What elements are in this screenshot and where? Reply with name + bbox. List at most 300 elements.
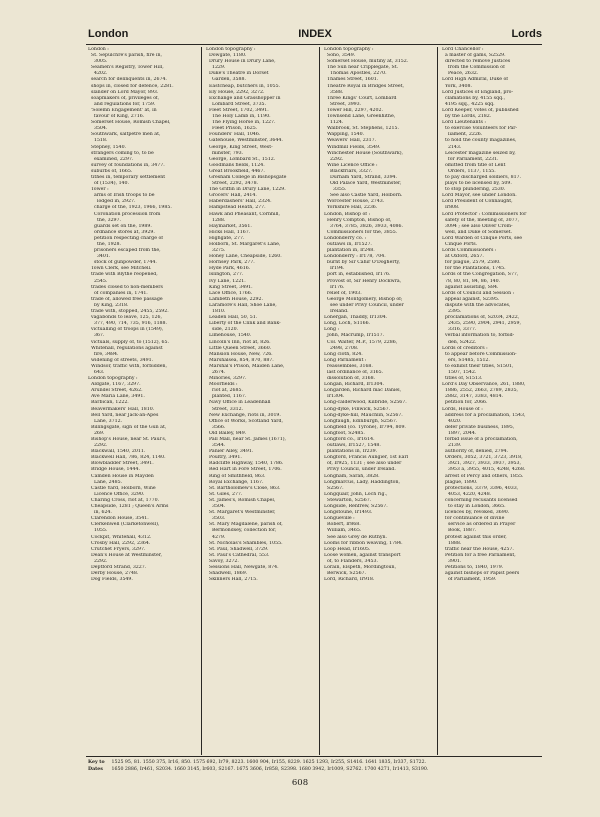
index-entry-line: vagabonds to leave, 125, 126, bbox=[88, 315, 162, 321]
index-entry-line: 3953 a, 3955, 4015, 4248, 4268. bbox=[442, 467, 526, 473]
index-entry-line: Shadwell, 1869. bbox=[206, 571, 248, 577]
index-entry-line: 2545. bbox=[88, 278, 108, 284]
index-entry-line: of (1534), 140. bbox=[88, 181, 130, 187]
index-entry-line: 2674. bbox=[206, 369, 226, 375]
index-entry-line: arms of Irish troops to be bbox=[88, 193, 155, 199]
index-entry-line: Longan, Richard, Ir1304. bbox=[324, 382, 384, 388]
index-entry-line: Bishop's House, near St. Paul's, bbox=[88, 437, 167, 442]
index-entry-line: address for a proclamation, 1543, bbox=[442, 412, 526, 418]
index-entry-line: 2143. bbox=[442, 144, 462, 150]
index-entry-line: Windmill Fields, 3549. bbox=[324, 144, 381, 150]
index-entry-line: 2882, 3147, 3383, 4814. bbox=[442, 394, 504, 400]
index-entry-line: Hyde Park, 4616. bbox=[206, 266, 251, 272]
index-entry-line: Stewarton, S2567. bbox=[324, 497, 372, 503]
index-entry-line: of Parliament, 1959. bbox=[442, 577, 497, 583]
index-entry-line: 1507, 1542. bbox=[442, 369, 477, 375]
index-entry-line: King Street, 3491. bbox=[206, 284, 253, 290]
index-entry-line: 78, 80, 81, 84, 86, 140. bbox=[442, 278, 501, 284]
index-entry-line: 1810. bbox=[206, 309, 226, 315]
index-entry-line: Pall Mall, near St. James (1671), bbox=[206, 437, 287, 442]
index-entry-line: Tower Hill, 2297, 4202. bbox=[324, 107, 383, 113]
index-entry-line: St. Paul's Cathedral, 553. bbox=[206, 552, 270, 558]
index-entry-line: Gresham College in Bishopsgate bbox=[206, 174, 287, 180]
index-entry-line: Red Hart in Fore Street, 1706. bbox=[206, 467, 282, 473]
index-entry-line: The Griffin in Drury Lane, 1229. bbox=[206, 187, 286, 193]
index-entry-line: trade of, allowed free passage bbox=[88, 296, 163, 302]
index-entry-line: 3921, 3927, 3933, 3937, 3953, bbox=[442, 461, 522, 467]
index-entry-line: 4020. bbox=[442, 418, 462, 424]
index-entry-line: dissolution of, 3168. bbox=[324, 376, 376, 382]
index-entry-line: Bridge House, 1444. bbox=[88, 467, 140, 473]
index-entry-line: Looms for ribbon weaving, 1784. bbox=[324, 540, 403, 546]
index-entry-line: trades closed to non-members bbox=[88, 284, 163, 290]
index-entry-line: St. Margaret's Westminster, bbox=[206, 510, 276, 516]
index-entry-line: trade with, stopped, 2455, 2592. bbox=[88, 309, 169, 315]
index-entry-line: Dowgate, 1180. bbox=[206, 53, 247, 59]
index-entry-line: examined, 2297. bbox=[88, 156, 134, 162]
index-entry-line: Lords, House of : bbox=[442, 406, 483, 412]
index-entry-line: petition for, 2066. bbox=[442, 400, 488, 406]
index-entry-line: plantations in, Ir239. bbox=[324, 449, 378, 455]
index-entry-line: Walbrook, St. Stephens, 1215. bbox=[324, 126, 399, 132]
index-entry-line: for Parliament, 2231. bbox=[442, 156, 499, 162]
index-entry-line: ers, S1485, 1512. bbox=[442, 357, 490, 363]
index-entry-line: Long-dyke, Finwick, S2567. bbox=[324, 406, 391, 412]
index-entry-line: York, 3408. bbox=[442, 83, 472, 89]
index-entry-line: service as ordered in Prayer bbox=[442, 522, 516, 528]
index-entry-line: See also Castle Yard, Holborn. bbox=[324, 193, 403, 199]
index-entry-line: favour of King, 2716. bbox=[88, 114, 145, 120]
index-entry-line: Minories, 3297. bbox=[206, 376, 247, 382]
index-entry-line: 1288. bbox=[206, 217, 226, 223]
index-entry-line: Londonderry co. : bbox=[324, 235, 367, 241]
running-head bbox=[88, 28, 542, 44]
index-entry-line: Lord Protector : Commissioners for bbox=[442, 211, 527, 217]
index-entry-line: shops in, closed for defence, 2281. bbox=[88, 83, 174, 89]
index-entry-line: Ring of Smithfield, 863. bbox=[206, 473, 266, 479]
index-entry-line: Bell Yard, near Jack-an-Apes bbox=[88, 412, 159, 418]
index-entry-line: Street, 2292, 3478. bbox=[206, 181, 259, 187]
index-entry-line: Seamen's Registry, Tower Hill, bbox=[88, 65, 164, 71]
index-entry-line: Soho, 3549. bbox=[324, 53, 356, 59]
index-entry-line: Lord President of Connaught, bbox=[442, 199, 513, 205]
index-entry-line: Cinque Ports. bbox=[442, 242, 478, 247]
index-entry-line: Aldgate, 1167, 3297. bbox=[88, 382, 141, 388]
running-head-left: London bbox=[88, 28, 129, 40]
index-columns bbox=[88, 47, 544, 755]
index-entry-line: by King, 2318. bbox=[88, 302, 129, 308]
index-entry-line: proclamations of, S2034, 2422, bbox=[442, 315, 520, 321]
index-entry-line: see under Privy Council, under bbox=[324, 302, 404, 308]
index-entry-line: last ordinance of, 3165. bbox=[324, 369, 384, 375]
index-entry-line: Long : bbox=[324, 327, 340, 333]
index-entry-line: the, 3297. bbox=[88, 217, 122, 223]
index-entry-line: directed to remove Justices bbox=[442, 59, 511, 65]
index-entry-line: of, Ir925, 1131 ; see also under bbox=[324, 461, 402, 467]
index-entry-line: plays to be licensed by, 509. bbox=[442, 181, 512, 187]
index-entry-line: Laramore's Hall, Shoe Lane, bbox=[206, 302, 277, 308]
index-entry-line: Sessions Hall, Newgate, 874. bbox=[206, 564, 279, 570]
index-entry-line: 3764, 3785, 3826, 3933, 4086. bbox=[324, 223, 404, 229]
index-entry-line: ordnance stores at, 3929. bbox=[88, 229, 155, 235]
key-label: Dates bbox=[88, 767, 103, 772]
index-entry-line: Ely House, 2292, 3272. bbox=[206, 89, 265, 95]
index-entry-line: relief of, 1903. bbox=[324, 290, 362, 296]
index-entry-line: 1888. bbox=[442, 540, 462, 546]
index-entry-line: St. James's, Romish Chapel, bbox=[206, 497, 276, 503]
index-entry-line: Fleet Prison, 1625. bbox=[206, 126, 258, 132]
key-label: Key to bbox=[88, 760, 105, 765]
index-entry-line: Londonderry : Ir178, 704. bbox=[324, 254, 386, 260]
index-entry-line: 3005. bbox=[88, 59, 108, 65]
index-entry-line: protest against this order, bbox=[442, 534, 507, 540]
index-entry-line: the, 1928. bbox=[88, 242, 122, 247]
index-entry-line: The Sun near Cripplegate, St. bbox=[324, 65, 399, 71]
index-entry-line: arrest of Percy and others, 1855. bbox=[442, 473, 524, 479]
index-entry-line: Honey Lane, Cheapside, 1260. bbox=[206, 254, 282, 260]
index-entry-line: reassembles, 3168. bbox=[324, 363, 373, 369]
index-entry-line: at Oxford, 2657. bbox=[442, 254, 484, 260]
index-entry-line: den, S2422. bbox=[442, 339, 477, 345]
index-entry-line: Billingsgate, sign of the Gun at, bbox=[88, 424, 167, 430]
index-entry-line: Gatehouse, Westminster, 3644. bbox=[206, 138, 283, 144]
index-entry-line: Ir808. bbox=[442, 205, 460, 211]
index-entry-line: 2395. bbox=[442, 309, 462, 315]
index-entry-line: Charing Cross, riot at, 1770. bbox=[88, 497, 160, 503]
index-entry-line: against assisting, S84. bbox=[442, 284, 499, 290]
index-entry-line: Haberdashers' Hall, 2324. bbox=[206, 199, 272, 205]
index-entry-line: licences by, revoked, 3690. bbox=[442, 510, 510, 516]
index-entry-line: Ave Maria Lane, 3491. bbox=[88, 394, 145, 400]
index-entry-line: Longstoune, Ir1493. bbox=[324, 510, 373, 516]
index-entry-line: to exhibit their titles, S1501, bbox=[442, 363, 514, 369]
index-entry-line: Blackwell Hall, 786, 824, 1140. bbox=[88, 455, 166, 461]
index-entry-line: 3503. bbox=[206, 516, 226, 522]
index-entry-line: Holborn, St. Margaret's Lane, bbox=[206, 242, 281, 247]
index-entry-line: Longside, Renfrew, S2567. bbox=[324, 504, 388, 510]
index-entry-line: 2292. bbox=[88, 558, 108, 564]
index-entry-line: 2498, 2708. bbox=[324, 345, 359, 351]
index-entry-line: Mansion House, New, 726. bbox=[206, 351, 273, 357]
index-entry-line: to appear before Commission- bbox=[442, 351, 517, 357]
index-entry-line: Long cloth, 824. bbox=[324, 351, 363, 357]
index-entry-line: William, 3465. bbox=[324, 528, 362, 534]
index-entry-line: 269. bbox=[88, 430, 105, 436]
index-entry-line: S2567. bbox=[324, 485, 344, 491]
index-entry-line: Leaden Hall, 50, 51. bbox=[206, 315, 258, 321]
index-entry-line: Ir194. bbox=[324, 266, 345, 272]
index-entry-line: Lord, Richard, Ir918. bbox=[324, 577, 375, 583]
index-entry-line: against bishops or Papist peers bbox=[442, 571, 520, 577]
index-entry-line: 'Solemn Engagement' at, in bbox=[88, 107, 157, 113]
index-entry-line: Poultry, 3491. bbox=[206, 455, 242, 461]
index-entry-line: 4053, 4220, 4248. bbox=[442, 491, 492, 497]
index-entry-line: Longfaugh, Edinburgh, S2567. bbox=[324, 418, 398, 424]
index-entry-line: Longueville : bbox=[324, 516, 355, 522]
index-entry-line: Goodmans fields, 1124. bbox=[206, 162, 265, 168]
index-entry-line: forbid issue of a proclamation, bbox=[442, 437, 518, 442]
index-entry-line: Exchange and Grasshopper in bbox=[206, 95, 281, 101]
index-entry-line: and regulations for, 1759. bbox=[88, 101, 156, 107]
index-entry-line: St. Nicholas's Shambles, 1055. bbox=[206, 540, 283, 546]
index-entry-line: Blackfriars, 3327. bbox=[324, 168, 373, 174]
index-entry-line: in, 624. bbox=[88, 510, 112, 516]
index-entry-line: to hold the county magazines, bbox=[442, 138, 517, 144]
index-entry-line: to stay in London, 3665. bbox=[442, 504, 506, 510]
index-entry-line: Lord's Day Observance, 261, 1880, bbox=[442, 382, 526, 388]
index-entry-line: Savoy, 3272. bbox=[206, 558, 239, 564]
index-entry-line: 3094 ; see also Oliver Crom- bbox=[442, 223, 513, 229]
index-entry-line: Wine Licence Office : bbox=[324, 162, 378, 168]
index-entry-line: Longford co., Ir1614. bbox=[324, 437, 375, 442]
index-entry-line: Provost of, Sir Henry Dockwra, bbox=[324, 278, 402, 284]
index-entry-line: Stepney, 1540. bbox=[88, 144, 127, 150]
index-entry-line: Privy Council, under Ireland. bbox=[324, 467, 396, 473]
index-entry-line: Lord Keeper, votes of, published bbox=[442, 107, 519, 113]
index-entry-line: Ir176. bbox=[324, 284, 345, 290]
index-entry-line: clamations by, 4155 sqq., bbox=[442, 95, 506, 101]
index-entry-line: Bermondsey, collection for, bbox=[206, 528, 277, 534]
index-entry-line: Lords of Council and Session : bbox=[442, 290, 515, 296]
index-entry-line: victualling of troops in (1549), bbox=[88, 327, 164, 333]
index-entry-line: George Montgomery, Bishop of; bbox=[324, 296, 403, 302]
index-entry-line: burnt by Sir Cahir O'Dogherty, bbox=[324, 260, 400, 266]
index-entry-line: Crosby Hall, 2292, 2364. bbox=[88, 540, 151, 546]
index-entry-line: Longarden, Richard mac Daniel, bbox=[324, 388, 402, 394]
index-entry-line: Arundel Street, 4262. bbox=[88, 388, 143, 394]
index-entry-line: victuals, supply of, to (1512), 65. bbox=[88, 339, 169, 345]
index-entry-line: Longham, Sarah, 3828. bbox=[324, 473, 380, 479]
index-entry-line: defer private business, 1895, bbox=[442, 424, 515, 430]
index-column-3 bbox=[324, 47, 432, 755]
running-head-right: Lords bbox=[511, 28, 542, 40]
index-entry-line: of companies in, 1741. bbox=[88, 290, 148, 296]
index-entry-line: by the Lords, 2182. bbox=[442, 114, 492, 120]
index-entry-line: Moorfields : bbox=[206, 382, 238, 388]
index-entry-line: Col. Walter, M.P., 1579, 2286, bbox=[324, 339, 398, 345]
index-entry-line: 1124. bbox=[324, 120, 344, 126]
index-entry-line: Book, 1887. bbox=[442, 528, 477, 534]
index-entry-line: 377, 490, 714, 735, 916, 1188. bbox=[88, 321, 168, 327]
index-entry-line: Marshal's Prison, Maiden Lane, bbox=[206, 363, 285, 369]
index-entry-line: Longfield (co. Tyrone), Ir794, 809. bbox=[324, 424, 406, 430]
index-entry-line: Cheapside, 1281 ; Queen's Arms bbox=[88, 504, 169, 510]
key-text: 1525 95, 81. 1550 375, Ir16, 850. 1575 692, Ir79, 8223. 1600 904, Ir155, 8229. 1625 1293, Ir255, S1416. 1641 1835, Ir337, S1722. bbox=[111, 760, 427, 765]
index-entry-line: trade with Blythe reopened, bbox=[88, 272, 158, 278]
index-entry-line: appeal against, S2395. bbox=[442, 296, 500, 302]
footer-rule bbox=[86, 756, 542, 757]
index-entry-line: Robert, Ir868. bbox=[324, 522, 361, 528]
index-entry-line: a master of gams, S2529. bbox=[442, 53, 506, 59]
index-entry-line: Whitehall, regulations against bbox=[88, 345, 163, 351]
index-entry-line: Clerkenwell (Clarketonwell), bbox=[88, 522, 160, 528]
index-entry-line: for plague, 2579, 2580. bbox=[442, 260, 501, 266]
index-entry-line: Barbican, 1222. bbox=[88, 400, 129, 406]
index-entry-line: search for delinquents in, 2674. bbox=[88, 77, 167, 83]
index-entry-line: Grocers' Hall, 2414. bbox=[206, 193, 257, 199]
index-entry-line: Lord High Admiral, Duke of bbox=[442, 77, 509, 83]
index-entry-line: Wapping, 1540. bbox=[324, 132, 365, 138]
index-entry-line: Derby House, 2748. bbox=[88, 571, 139, 577]
index-entry-line: 4279. bbox=[206, 534, 226, 540]
index-entry-line: Lord Chancellor : bbox=[442, 47, 484, 52]
index-entry-line: Southwark, saltpetre men at, bbox=[88, 132, 161, 138]
index-entry-line: Lords of creditors : bbox=[442, 345, 488, 351]
index-entry-line: prisoners escaped from the, bbox=[88, 248, 161, 254]
index-entry-line: 1055. bbox=[88, 528, 108, 534]
index-entry-line: Licence Office, 3290. bbox=[88, 491, 145, 497]
index-entry-line: outlaws, Ir1527, 1548. bbox=[324, 443, 381, 449]
index-entry-line: Haymarket, 3561. bbox=[206, 223, 252, 229]
index-entry-line: tithes in, temporary settlement bbox=[88, 174, 166, 180]
index-entry-line: survey of foundations in, 3477. bbox=[88, 162, 165, 168]
index-entry-line: London, Bishop of : bbox=[324, 211, 371, 217]
index-entry-line: Old Bailey, 849. bbox=[206, 430, 247, 436]
index-entry-line: Coronation procession from bbox=[88, 211, 161, 217]
index-entry-line: for continuance of divine bbox=[442, 516, 505, 522]
index-entry-line: Dog Fields, 3549. bbox=[88, 577, 133, 583]
index-entry-line: Street, 3993. bbox=[324, 101, 362, 107]
index-entry-line: 1886, 2552, 2663, 2789, 2835, bbox=[442, 388, 519, 394]
index-entry-line: outlaws in, Ir1527. bbox=[324, 242, 372, 247]
index-entry-line: Lace Office, 1766. bbox=[206, 290, 253, 296]
running-head-center: INDEX bbox=[298, 28, 332, 40]
index-entry-line: safety of the, meeting of, 3077, bbox=[442, 217, 520, 223]
index-entry-line: St. Paul, Shadwell, 3729. bbox=[206, 546, 269, 552]
index-entry-line: Orders, 3052, 3721, 3723, 3918, bbox=[442, 455, 523, 461]
index-entry-line: The Holy Lamb in, 1190. bbox=[206, 114, 271, 120]
index-entry-line: 3504. bbox=[206, 504, 226, 510]
index-entry-line: Radcliffe Highway, 1540, 1786. bbox=[206, 461, 284, 467]
index-entry-line: Panier Alley, 3491. bbox=[206, 449, 254, 455]
index-entry-line: Town Clerk, see Mitchell. bbox=[88, 266, 152, 272]
index-entry-line: minster, 793. bbox=[206, 150, 244, 156]
index-entry-line: Peace, 2632. bbox=[442, 71, 479, 77]
index-entry-line: Henry Compton, Bishop of, bbox=[324, 217, 392, 223]
index-entry-line: London topography : bbox=[206, 47, 256, 52]
index-entry-line: Ivy Lane, 1221. bbox=[206, 278, 246, 284]
index-entry-line: Long Parliament : bbox=[324, 357, 367, 363]
index-entry-line: Commissioners for the, 3855. bbox=[324, 229, 398, 235]
index-entry-line: traffic near the House, 4257. bbox=[442, 546, 514, 552]
index-entry-line: side, 2120. bbox=[206, 327, 239, 333]
index-entry-line: Ir1304. bbox=[324, 394, 345, 400]
index-entry-line: London : bbox=[88, 47, 109, 52]
index-entry-line: of, to Flanders, 3453. bbox=[324, 558, 378, 564]
index-entry-line: 3504. bbox=[88, 126, 108, 132]
index-entry-line: Navy Office in Leadenhall bbox=[206, 400, 271, 406]
index-entry-line: Hicks Hall, 1167. bbox=[206, 229, 251, 235]
index-column-2 bbox=[206, 47, 314, 755]
index-entry-line: Limehouse, 1540. bbox=[206, 333, 252, 339]
index-entry-line: widening of streets, 3491. bbox=[88, 357, 154, 363]
index-entry-line: Orders, 1137, 1155. bbox=[442, 168, 496, 174]
index-entry-line: Highgate, 277. bbox=[206, 235, 245, 241]
index-entry-line: Fleet Street, 1702, 3491. bbox=[206, 107, 269, 113]
index-entry-line: Lorain, Elspeth, Mordingtoun, bbox=[324, 564, 397, 570]
index-entry-line: protections, 3379, 3396, 4033, bbox=[442, 485, 519, 491]
index-entry-line: Long-dyke-hill, Mauchlin, S2567. bbox=[324, 412, 403, 418]
index-entry-line: Lane, 3712. bbox=[88, 418, 123, 424]
index-entry-line: Leicester magazine seized by, bbox=[442, 150, 516, 156]
index-entry-line: Petitions to, 1840, 1979. bbox=[442, 564, 504, 570]
index-entry-line: Hawk and Pheasant, Cornhill, bbox=[206, 211, 281, 217]
index-entry-line: port in, established, Ir176. bbox=[324, 272, 391, 278]
index-entry-line: Lonergan, Thaddy, Ir1304. bbox=[324, 315, 388, 321]
index-entry-line: Thomas Apostles, 2270. bbox=[324, 71, 387, 77]
index-entry-line: 2435, 2590, 2904, 2941, 2959, bbox=[442, 321, 522, 327]
index-entry-line: Winchester House (Southwark), bbox=[324, 150, 404, 156]
index-entry-line: slander on Lord Mayor, 893. bbox=[88, 89, 159, 95]
index-entry-line: riot at, 2685. bbox=[206, 388, 243, 394]
index-entry-line: 3275. bbox=[206, 248, 226, 254]
index-entry-line: St. Bartholomew's Close, 863. bbox=[206, 485, 281, 491]
index-entry-line: to pay discharged soldiers, 817. bbox=[442, 174, 522, 180]
index-entry-line: The Flying Horse in, 1227. bbox=[206, 120, 276, 126]
index-entry-line: Lane, 2485. bbox=[88, 479, 123, 485]
index-entry-line: concerning recusants licensed bbox=[442, 497, 518, 503]
index-entry-line: 3588. bbox=[324, 89, 344, 95]
index-entry-line: Marshalsea, 854, 870, 887. bbox=[206, 357, 274, 363]
index-entry-line: soapmakers of, privileges of, bbox=[88, 95, 160, 101]
index-entry-line: St. Giles, 277. bbox=[206, 491, 243, 497]
index-entry-line: fire, 3484. bbox=[88, 351, 119, 357]
key-row bbox=[88, 766, 544, 773]
index-entry-line: 3566. bbox=[206, 424, 226, 430]
index-entry-line: Castle Yard, Holborn, Wine bbox=[88, 485, 156, 491]
index-entry-line: Longfoot, S2485. bbox=[324, 430, 365, 436]
index-entry-line: Somerset House, Romish Chapel, bbox=[88, 120, 171, 126]
index-entry-line: Lords of the Congregation, S77, bbox=[442, 272, 519, 278]
index-entry-line: plantation in, Ir248. bbox=[324, 248, 375, 254]
index-entry-line: New Exchange, riots in, 3019. bbox=[206, 412, 281, 418]
index-entry-line: to exercise Volunteers for Par- bbox=[442, 126, 518, 132]
index-entry-line: well, and Duke of Somerset. bbox=[442, 229, 513, 235]
index-entry-line: Berwick, S2567. bbox=[324, 571, 367, 577]
index-entry-line: Three Kings' Court, Lombard bbox=[324, 95, 397, 101]
index-entry-line: Loose women, against transport bbox=[324, 552, 401, 558]
index-entry-line: Long, Loch, S1166. bbox=[324, 321, 371, 327]
index-entry-line: London topography : bbox=[88, 376, 138, 382]
header-rule bbox=[86, 44, 542, 45]
index-entry-line: 1229. bbox=[206, 65, 226, 71]
index-entry-line: Beavermakers' Hall, 1810. bbox=[88, 406, 155, 412]
index-entry-line: stock of gunpowder, 1744. bbox=[88, 260, 157, 266]
index-entry-line: Loop Head, Ir1605. bbox=[324, 546, 371, 552]
index-entry-line: 3355. bbox=[324, 187, 347, 193]
index-entry-line: See also Grey de Ruthyn. bbox=[324, 534, 388, 540]
key-row bbox=[88, 759, 544, 766]
index-entry-line: Thames Street, 1601. bbox=[324, 77, 379, 83]
index-entry-line: Cockpit, Whitehall, 4312. bbox=[88, 534, 152, 540]
index-entry-line: Founders' Hall, 1046. bbox=[206, 132, 261, 138]
index-entry-line: suburbs of, 1665. bbox=[88, 168, 133, 174]
index-entry-line: authority of, denied, 2794. bbox=[442, 449, 509, 455]
index-entry-line: Petition for a free Parliament, bbox=[442, 552, 516, 558]
page-number: 608 bbox=[291, 778, 309, 788]
index-entry-line: Dean's House at Westminster, bbox=[88, 552, 163, 558]
index-column-1 bbox=[88, 47, 196, 755]
index-entry-line: George, Lombard St., 1512. bbox=[206, 156, 276, 162]
index-entry-line: Worcester House, 2743. bbox=[324, 199, 385, 205]
index-entry-line: George, King Street, West- bbox=[206, 144, 273, 150]
index-entry-line: 4202. bbox=[88, 71, 108, 77]
index-entry-line: Lord Justices of England, pro- bbox=[442, 89, 514, 95]
index-entry-line: Deptford Strand, 3227. bbox=[88, 564, 147, 570]
index-entry-line: Weavers' Hall, 2317. bbox=[324, 138, 377, 144]
index-entry-line: Office of Works, Scotland Yard, bbox=[206, 418, 283, 424]
index-entry-line: plague, 1890. bbox=[442, 479, 478, 485]
